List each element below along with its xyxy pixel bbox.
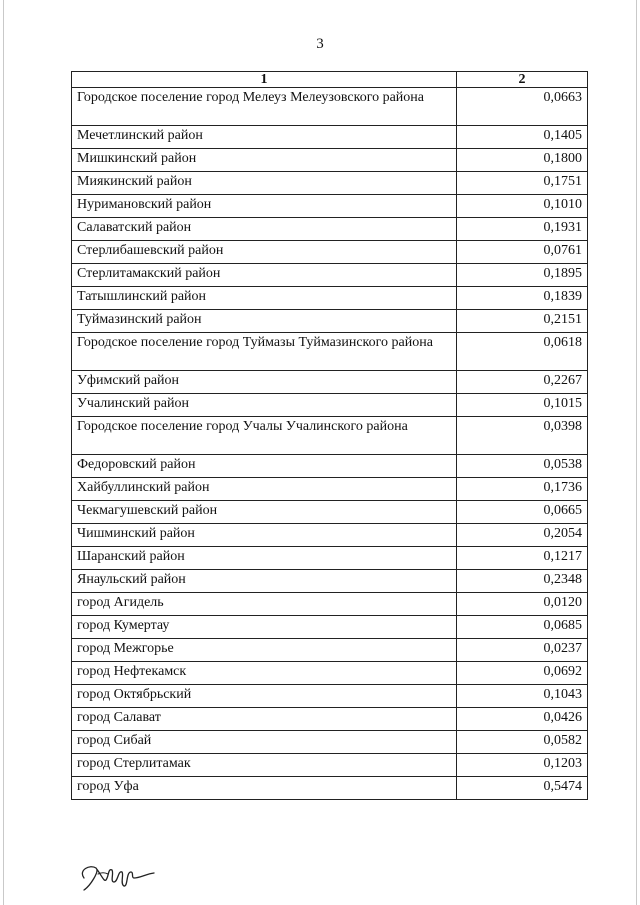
row-name: Миякинский район bbox=[72, 172, 457, 195]
row-name: Мечетлинский район bbox=[72, 126, 457, 149]
row-value: 0,2054 bbox=[457, 524, 588, 547]
row-value: 0,0237 bbox=[457, 639, 588, 662]
table-row bbox=[72, 417, 588, 455]
table-row bbox=[72, 195, 588, 218]
row-name: Хайбуллинский район bbox=[72, 478, 457, 501]
table-row bbox=[72, 478, 588, 501]
column-header-2: 2 bbox=[457, 72, 588, 88]
column-header-1: 1 bbox=[72, 72, 457, 88]
row-name: Мишкинский район bbox=[72, 149, 457, 172]
row-name: город Межгорье bbox=[72, 639, 457, 662]
table-row bbox=[72, 241, 588, 264]
signature bbox=[76, 856, 160, 901]
table-row bbox=[72, 547, 588, 570]
signature-icon bbox=[76, 856, 160, 896]
row-name: Уфимский район bbox=[72, 371, 457, 394]
row-value: 0,1043 bbox=[457, 685, 588, 708]
row-name: Чишминский район bbox=[72, 524, 457, 547]
row-name: Туймазинский район bbox=[72, 310, 457, 333]
table-row bbox=[72, 394, 588, 417]
row-value: 0,1203 bbox=[457, 754, 588, 777]
row-value: 0,0538 bbox=[457, 455, 588, 478]
table-row bbox=[72, 616, 588, 639]
row-name: Татышлинский район bbox=[72, 287, 457, 310]
row-value: 0,2267 bbox=[457, 371, 588, 394]
table-row bbox=[72, 149, 588, 172]
table-row bbox=[72, 777, 588, 800]
row-name: город Агидель bbox=[72, 593, 457, 616]
row-name: Чекмагушевский район bbox=[72, 501, 457, 524]
row-value: 0,1931 bbox=[457, 218, 588, 241]
page-number: 3 bbox=[316, 36, 324, 52]
row-value: 0,1015 bbox=[457, 394, 588, 417]
row-value: 0,0426 bbox=[457, 708, 588, 731]
row-name: Шаранский район bbox=[72, 547, 457, 570]
table-row bbox=[72, 570, 588, 593]
row-value: 0,2348 bbox=[457, 570, 588, 593]
row-value: 0,5474 bbox=[457, 777, 588, 800]
row-value: 0,1010 bbox=[457, 195, 588, 218]
row-name: Городское поселение город Учалы Учалинского района bbox=[72, 417, 457, 455]
table-row bbox=[72, 371, 588, 394]
row-value: 0,0665 bbox=[457, 501, 588, 524]
table-row bbox=[72, 754, 588, 777]
table-row bbox=[72, 593, 588, 616]
table-body bbox=[72, 88, 588, 800]
row-value: 0,1736 bbox=[457, 478, 588, 501]
table-row bbox=[72, 172, 588, 195]
row-name: Янаульский район bbox=[72, 570, 457, 593]
table-row bbox=[72, 310, 588, 333]
row-name: город Уфа bbox=[72, 777, 457, 800]
row-name: Нуримановский район bbox=[72, 195, 457, 218]
row-value: 0,0582 bbox=[457, 731, 588, 754]
table-row bbox=[72, 264, 588, 287]
table-row bbox=[72, 662, 588, 685]
table-row bbox=[72, 126, 588, 149]
table-row bbox=[72, 708, 588, 731]
row-name: Федоровский район bbox=[72, 455, 457, 478]
row-value: 0,1895 bbox=[457, 264, 588, 287]
row-value: 0,1217 bbox=[457, 547, 588, 570]
table-header-row bbox=[72, 72, 588, 88]
row-value: 0,1405 bbox=[457, 126, 588, 149]
row-value: 0,0398 bbox=[457, 417, 588, 455]
page-edge-right bbox=[636, 0, 637, 905]
row-name: Стерлитамакский район bbox=[72, 264, 457, 287]
row-value: 0,1839 bbox=[457, 287, 588, 310]
table-row bbox=[72, 455, 588, 478]
row-name: город Салават bbox=[72, 708, 457, 731]
table-row bbox=[72, 333, 588, 371]
row-value: 0,2151 bbox=[457, 310, 588, 333]
table-row bbox=[72, 524, 588, 547]
table-row bbox=[72, 287, 588, 310]
row-value: 0,0761 bbox=[457, 241, 588, 264]
row-value: 0,0120 bbox=[457, 593, 588, 616]
table-row bbox=[72, 218, 588, 241]
table-row bbox=[72, 685, 588, 708]
row-name: Городское поселение город Мелеуз Мелеузовского района bbox=[72, 88, 457, 126]
row-value: 0,1751 bbox=[457, 172, 588, 195]
row-name: Салаватский район bbox=[72, 218, 457, 241]
coefficients-table bbox=[71, 71, 588, 800]
row-value: 0,0685 bbox=[457, 616, 588, 639]
row-value: 0,0692 bbox=[457, 662, 588, 685]
table-row bbox=[72, 639, 588, 662]
row-name: Городское поселение город Туймазы Туймазинского района bbox=[72, 333, 457, 371]
page-edge-left bbox=[3, 0, 4, 905]
table-row bbox=[72, 731, 588, 754]
row-value: 0,1800 bbox=[457, 149, 588, 172]
table-row bbox=[72, 501, 588, 524]
row-name: город Октябрьский bbox=[72, 685, 457, 708]
row-name: город Кумертау bbox=[72, 616, 457, 639]
row-name: город Сибай bbox=[72, 731, 457, 754]
row-value: 0,0663 bbox=[457, 88, 588, 126]
row-value: 0,0618 bbox=[457, 333, 588, 371]
row-name: Стерлибашевский район bbox=[72, 241, 457, 264]
row-name: город Нефтекамск bbox=[72, 662, 457, 685]
row-name: город Стерлитамак bbox=[72, 754, 457, 777]
table-row bbox=[72, 88, 588, 126]
row-name: Учалинский район bbox=[72, 394, 457, 417]
